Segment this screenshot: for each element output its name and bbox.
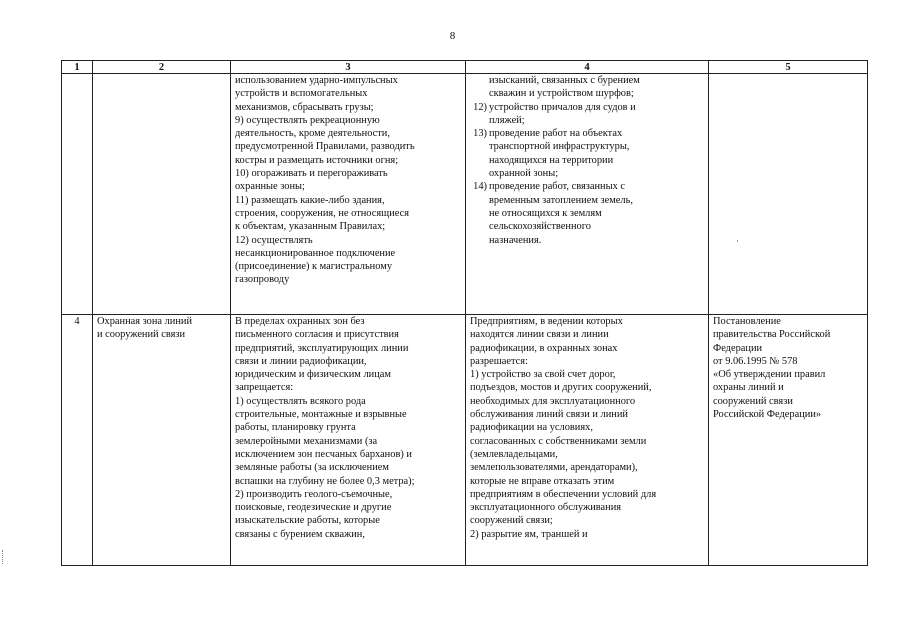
table-row-continued — [62, 74, 868, 315]
cell-prohibited: В пределах охранных зон без письменного согласия и присутствия предприятий, эксплуатирующих линии связи и линии радиофикации, юридическим и физическим лицам запрещается: 1) осуществлять всякого рода строительные, монтажные и взрывные работы, планировку грунта землеройными механизмами (за исключением зон песчаных барханов) и земляные работы (за исключением вспашки на глубину не более 0,3 метра); 2) производить геолого-съемочные, поисковые, геодезические и другие изыскательские работы, которые связаны с бурением скважин, — [231, 315, 466, 566]
cell-permitted — [466, 74, 709, 315]
list-item-text: проведение работ на объектах транспортной инфраструктуры, находящихся на территории охранной зоны; — [489, 128, 630, 180]
cell-legal-basis: Постановление правительства Российской Федерации от 9.06.1995 № 578 «Об утверждении правил охраны линий и сооружений связи Российской Федерации» — [709, 315, 868, 566]
cell-zone-name: Охранная зона линий и сооружений связи — [93, 315, 231, 566]
page-number: 8 — [449, 30, 456, 42]
header-col-3: 3 — [231, 61, 466, 74]
list-item-text: проведение работ, связанных с временным затоплением земель, не относящихся к землям сельскохозяйственного назначения. — [489, 181, 633, 246]
list-item — [470, 101, 704, 128]
table-row-4 — [62, 315, 868, 566]
header-col-4: 4 — [466, 61, 709, 74]
list-item — [470, 180, 704, 246]
cell-number: 4 — [62, 315, 93, 566]
list-item — [470, 127, 704, 180]
cell-permitted: Предприятиям, в ведении которых находятся линии связи и линии радиофикации, в охранных зонах разрешается: 1) устройство за свой счет дорог, подъездов, мостов и других сооружений, необходимых для эксплуатационного обслуживания линий связи и линий радиофикации на условиях, согласованных с собственниками земли (землевладельцами, землепользователями, арендаторами), которые не вправе отказать этим предприятиям в обеспечении условий для эксплуатационного обслуживания сооружений связи; 2) разрытие ям, траншей и — [466, 315, 709, 566]
cell-prohibited: использованием ударно-импульсных устройств и вспомогательных механизмов, сбрасывать грузы; 9) осуществлять рекреационную деятельность, кроме деятельности, предусмотренной Правилами, разводить костры и размещать источники огня; 10) огораживать и перегораживать охранные зоны; 11) размещать какие-либо здания, строения, сооружения, не относящиеся к объектам, указанным Правилах; 12) осуществлять несанкционированное подключение (присоединение) к магистральному газопроводу — [231, 74, 466, 315]
cell-zone-name — [93, 74, 231, 315]
cell-number — [62, 74, 93, 315]
header-col-2: 2 — [93, 61, 231, 74]
permitted-lead-text: изысканий, связанных с бурением скважин и устройством шурфов; — [489, 75, 640, 100]
list-item-number: 13) — [473, 128, 487, 140]
header-col-5: 5 — [709, 61, 868, 74]
cell-legal-basis — [709, 74, 868, 315]
list-item-number: 14) — [473, 181, 487, 193]
scan-speck — [737, 240, 738, 242]
header-col-1: 1 — [62, 61, 93, 74]
list-item-number: 12) — [473, 101, 487, 113]
list-item-text: устройство причалов для судов и пляжей; — [489, 101, 636, 126]
regulation-table — [61, 60, 868, 566]
table-header-row — [62, 61, 868, 74]
scan-margin-mark — [2, 550, 7, 564]
